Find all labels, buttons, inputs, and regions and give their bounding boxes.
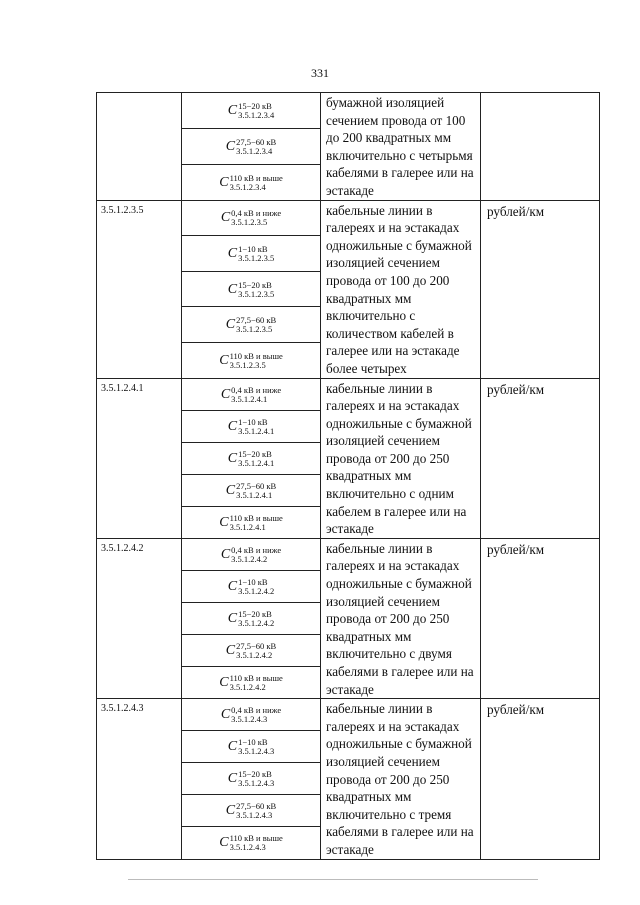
row-unit: рублей/км (481, 699, 600, 859)
symbol-cell (182, 731, 321, 763)
symbol-index: 3.5.1.2.4.2 (236, 650, 273, 661)
tariff-symbol (228, 418, 274, 436)
row-unit: рублей/км (481, 378, 600, 538)
symbol-voltage: 1−10 кВ (238, 243, 268, 254)
tariff-symbol (221, 706, 281, 724)
symbol-letter: C (220, 210, 231, 226)
tariff-symbol (226, 642, 276, 660)
row-code (97, 93, 182, 201)
row-code: 3.5.1.2.4.2 (97, 538, 182, 698)
tariff-symbol (221, 546, 281, 564)
symbol-letter: C (220, 386, 231, 402)
symbol-cell (182, 271, 321, 307)
symbol-cell (182, 667, 321, 699)
symbol-letter: C (219, 174, 229, 190)
symbol-index: 3.5.1.2.3.5 (238, 252, 275, 263)
row-description: кабельные линии в галереях и на эстакадах одножильные с бумажной изоляцией сечением провода от 200 до 250 квадратных мм включительно с тремя кабелями в галерее или на эстакаде (321, 699, 481, 859)
symbol-index: 3.5.1.2.3.4 (238, 109, 275, 120)
symbol-letter: C (220, 546, 231, 562)
symbol-letter: C (219, 835, 229, 851)
symbol-voltage: 15−20 кВ (238, 609, 272, 619)
page-bottom-rule (128, 879, 538, 880)
symbol-cell (182, 827, 321, 859)
symbol-voltage: 27,5−60 кВ (236, 480, 277, 491)
symbol-letter: C (219, 514, 229, 530)
symbol-index: 3.5.1.2.3.4 (229, 181, 266, 192)
symbol-cell (182, 378, 321, 410)
row-description: кабельные линии в галереях и на эстакадах одножильные с бумажной изоляцией сечением провода от 100 до 200 квадратных мм включительно с количеством кабелей в галерее или на эстакаде более четырех (321, 200, 481, 378)
table-row (97, 200, 600, 236)
symbol-index: 3.5.1.2.4.3 (231, 714, 268, 725)
symbol-letter: C (225, 803, 236, 819)
tariff-symbol (228, 450, 274, 468)
symbol-cell (182, 602, 321, 634)
row-description: кабельные линии в галереях и на эстакадах одножильные с бумажной изоляцией сечением провода от 200 до 250 квадратных мм включительно с одним кабелем в галерее или на эстакаде (321, 378, 481, 538)
symbol-cell (182, 342, 321, 378)
symbol-index: 3.5.1.2.4.3 (236, 810, 273, 821)
symbol-cell (182, 128, 321, 164)
symbol-voltage: 27,5−60 кВ (236, 136, 277, 147)
symbol-voltage: 15−20 кВ (238, 769, 272, 780)
symbol-index: 3.5.1.2.4.2 (231, 553, 268, 564)
symbol-index: 3.5.1.2.4.2 (229, 682, 266, 693)
table-row (97, 378, 600, 410)
symbol-voltage: 27,5−60 кВ (236, 801, 277, 812)
symbol-cell (182, 164, 321, 200)
symbol-voltage: 110 кВ и выше (229, 512, 283, 523)
page-number: 331 (311, 66, 329, 80)
table-row (97, 538, 600, 570)
row-unit (481, 93, 600, 201)
row-unit: рублей/км (481, 200, 600, 378)
symbol-index: 3.5.1.2.4.1 (231, 393, 268, 404)
symbol-letter: C (225, 643, 236, 659)
tariff-symbol (219, 174, 283, 192)
symbol-letter: C (227, 418, 238, 434)
symbol-cell (182, 570, 321, 602)
symbol-letter: C (227, 245, 238, 261)
symbol-cell (182, 236, 321, 272)
symbol-index: 3.5.1.2.3.5 (236, 324, 273, 335)
tariff-symbol (219, 352, 283, 370)
symbol-cell (182, 795, 321, 827)
row-description: кабельные линии в галереях и на эстакадах одножильные с бумажной изоляцией сечением провода от 200 до 250 квадратных мм включительно с двумя кабелями в галерее или на эстакаде (321, 538, 481, 698)
row-code: 3.5.1.2.4.3 (97, 699, 182, 859)
symbol-voltage: 1−10 кВ (238, 416, 268, 427)
symbol-index: 3.5.1.2.4.1 (236, 489, 273, 500)
symbol-index: 3.5.1.2.4.3 (238, 778, 275, 789)
symbol-cell (182, 699, 321, 731)
tariff-symbol (226, 802, 276, 820)
symbol-cell (182, 410, 321, 442)
symbol-cell (182, 442, 321, 474)
table-row (97, 93, 600, 129)
symbol-index: 3.5.1.2.3.5 (238, 288, 275, 299)
symbol-letter: C (227, 611, 238, 626)
symbol-index: 3.5.1.2.4.2 (238, 618, 275, 628)
row-code: 3.5.1.2.4.1 (97, 378, 182, 538)
symbol-index: 3.5.1.2.4.1 (229, 521, 266, 532)
tariff-symbol (226, 138, 276, 156)
symbol-voltage: 0,4 кВ и ниже (231, 384, 282, 395)
symbol-letter: C (220, 707, 231, 723)
symbol-voltage: 110 кВ и выше (229, 350, 283, 361)
symbol-index: 3.5.1.2.3.5 (229, 359, 266, 370)
symbol-voltage: 0,4 кВ и ниже (231, 544, 282, 555)
symbol-letter: C (227, 578, 238, 594)
tariff-symbol (221, 209, 281, 227)
symbol-cell (182, 506, 321, 538)
symbol-letter: C (219, 352, 229, 368)
symbol-voltage: 1−10 кВ (238, 576, 268, 587)
row-description: бумажной изоляцией сечением провода от 100 до 200 квадратных мм включительно с четырьмя кабелями в галерее или на эстакаде (321, 93, 481, 201)
symbol-cell (182, 93, 321, 129)
symbol-voltage: 110 кВ и выше (229, 673, 283, 684)
symbol-letter: C (227, 102, 238, 118)
symbol-cell (182, 538, 321, 570)
tariff-symbol (228, 578, 274, 596)
symbol-cell (182, 200, 321, 236)
row-code: 3.5.1.2.3.5 (97, 200, 182, 378)
symbol-index: 3.5.1.2.4.3 (238, 746, 275, 757)
symbol-cell (182, 635, 321, 667)
symbol-index: 3.5.1.2.4.2 (238, 585, 275, 596)
table-row (97, 699, 600, 731)
symbol-index: 3.5.1.2.3.5 (231, 217, 268, 228)
tariff-symbol (228, 102, 274, 120)
symbol-index: 3.5.1.2.3.4 (236, 145, 273, 156)
tariff-symbol (228, 738, 274, 756)
symbol-voltage: 1−10 кВ (238, 737, 268, 748)
symbol-voltage: 15−20 кВ (238, 279, 272, 290)
tariff-symbol (219, 514, 283, 532)
symbol-index: 3.5.1.2.4.1 (238, 457, 275, 468)
symbol-voltage: 15−20 кВ (238, 448, 272, 459)
symbol-letter: C (219, 675, 229, 691)
tariff-symbol (226, 316, 276, 334)
symbol-letter: C (227, 450, 238, 466)
symbol-letter: C (225, 138, 236, 154)
symbol-letter: C (225, 317, 236, 333)
tariff-symbol (219, 834, 283, 852)
symbol-voltage: 27,5−60 кВ (236, 315, 277, 326)
symbol-voltage: 15−20 кВ (238, 100, 272, 111)
symbol-voltage: 110 кВ и выше (229, 172, 283, 183)
symbol-voltage: 110 кВ и выше (229, 833, 283, 844)
tariff-symbol (226, 482, 276, 500)
symbol-letter: C (225, 482, 236, 498)
tariff-symbol (221, 386, 281, 404)
symbol-voltage: 0,4 кВ и ниже (231, 208, 282, 219)
tariff-symbol (228, 770, 274, 788)
symbol-voltage: 0,4 кВ и ниже (231, 705, 282, 716)
symbol-letter: C (227, 281, 238, 297)
symbol-cell (182, 474, 321, 506)
row-unit: рублей/км (481, 538, 600, 698)
symbol-letter: C (227, 739, 238, 755)
symbol-index: 3.5.1.2.4.3 (229, 842, 266, 853)
tariff-symbol (228, 281, 274, 299)
tariff-symbol (219, 674, 283, 692)
symbol-index: 3.5.1.2.4.1 (238, 425, 275, 436)
symbol-voltage: 27,5−60 кВ (236, 641, 277, 652)
tariff-symbol (228, 610, 274, 628)
tariff-table (96, 92, 600, 860)
symbol-cell (182, 763, 321, 795)
symbol-cell (182, 307, 321, 343)
symbol-letter: C (227, 771, 238, 787)
tariff-symbol (228, 245, 274, 263)
